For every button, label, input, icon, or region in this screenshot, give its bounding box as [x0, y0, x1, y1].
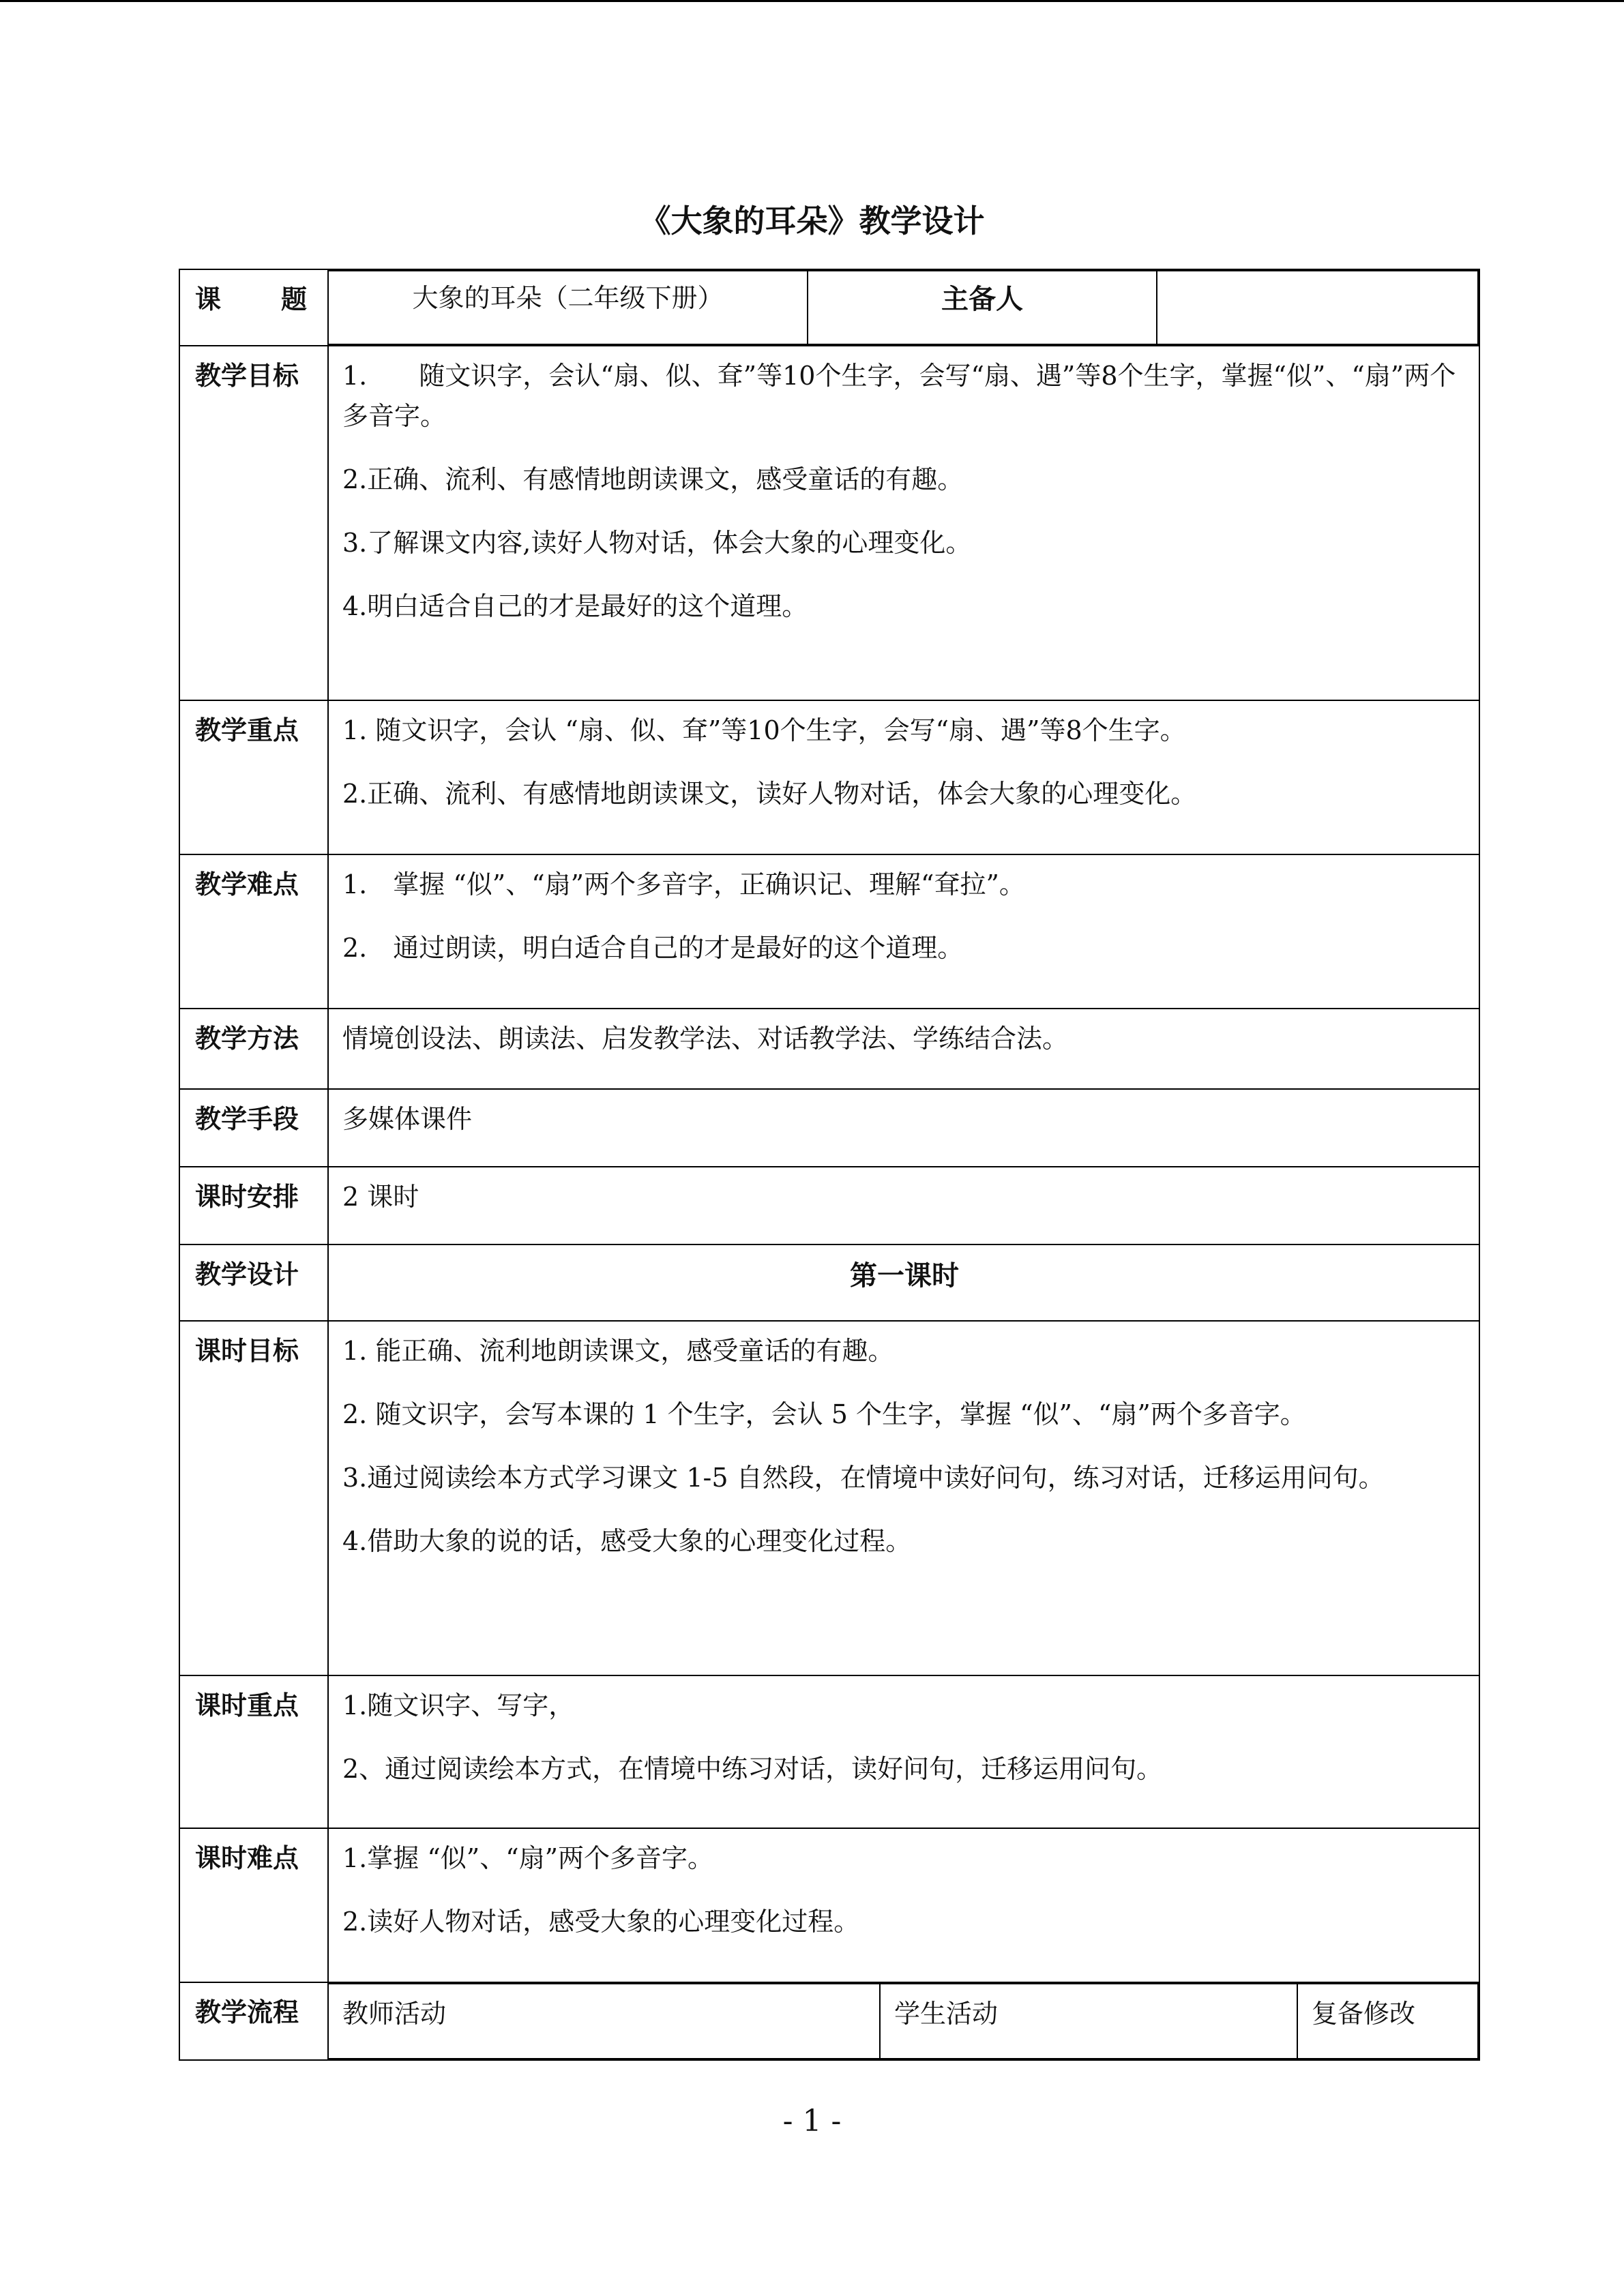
- lesson-key-label: 课时重点: [179, 1675, 328, 1828]
- lesson-heading: 第一课时: [328, 1244, 1479, 1321]
- goals-row: [179, 346, 1479, 700]
- design-label: 教学设计: [179, 1244, 328, 1321]
- methods-label: 教学方法: [179, 1009, 328, 1089]
- revision-header: 复备修改: [1297, 1984, 1478, 2059]
- process-row-cells: [328, 1982, 1479, 2060]
- goal-item: 4.明白适合自己的才是最好的这个道理。: [342, 591, 808, 621]
- goals-label: 教学目标: [179, 346, 328, 700]
- schedule-text: 2 课时: [328, 1167, 1479, 1244]
- means-label: 教学手段: [179, 1089, 328, 1167]
- lesson-goal-item: 3.通过阅读绘本方式学习课文 1-5 自然段，在情境中读好问句，练习对话，迁移运用问句。: [342, 1462, 1385, 1493]
- page-top-border: [0, 0, 1624, 2]
- lesson-goal-item: 1. 能正确、流利地朗读课文，感受童话的有趣。: [342, 1336, 894, 1366]
- goal-item: 3.了解课文内容,读好人物对话，体会大象的心理变化。: [342, 527, 972, 558]
- process-label: 教学流程: [179, 1982, 328, 2060]
- goal-item: 2.正确、流利、有感情地朗读课文，感受童话的有趣。: [342, 464, 964, 494]
- topic-label: 课 题: [179, 269, 328, 346]
- topic-row: [179, 269, 1479, 346]
- lesson-key-content: [328, 1675, 1479, 1828]
- schedule-row: [179, 1167, 1479, 1244]
- lesson-goals-row: [179, 1321, 1479, 1675]
- key-points-content: [328, 700, 1479, 854]
- difficulty-item: 1. 掌握 “似”、“扇”两个多音字，正确识记、理解“耷拉”。: [342, 869, 1025, 899]
- key-point-item: 2.正确、流利、有感情地朗读课文，读好人物对话，体会大象的心理变化。: [342, 778, 1197, 809]
- schedule-label: 课时安排: [179, 1167, 328, 1244]
- topic-row-cells: [328, 269, 1479, 346]
- difficulties-label: 教学难点: [179, 854, 328, 1009]
- preparer-label: 主备人: [808, 271, 1157, 344]
- key-points-row: [179, 700, 1479, 854]
- methods-text: 情境创设法、朗读法、启发教学法、对话教学法、学练结合法。: [328, 1009, 1479, 1089]
- lesson-goals-content: [328, 1321, 1479, 1675]
- preparer-value: [1157, 271, 1478, 344]
- process-row: [179, 1982, 1479, 2060]
- lesson-difficult-item: 1.掌握 “似”、“扇”两个多音字。: [342, 1843, 714, 1873]
- goal-item: 1. 随文识字，会认“扇、似、耷”等10个生字，会写“扇、遇”等8个生字，掌握“似”、“扇”两个多音字。: [342, 361, 1456, 431]
- methods-row: [179, 1009, 1479, 1089]
- key-point-item: 1. 随文识字，会认 “扇、似、耷”等10个生字，会写“扇、遇”等8个生字。: [342, 715, 1186, 745]
- teacher-activity-header: 教师活动: [329, 1984, 880, 2059]
- lesson-difficult-row: [179, 1828, 1479, 1982]
- lesson-key-row: [179, 1675, 1479, 1828]
- lesson-difficult-item: 2.读好人物对话，感受大象的心理变化过程。: [342, 1906, 860, 1937]
- page-number: - 1 -: [782, 2104, 842, 2138]
- lesson-plan-table: [179, 269, 1480, 2061]
- lesson-difficult-label: 课时难点: [179, 1828, 328, 1982]
- lesson-goal-item: 4.借助大象的说的话，感受大象的心理变化过程。: [342, 1525, 912, 1556]
- lesson-goal-item: 2. 随文识字，会写本课的 1 个生字，会认 5 个生字，掌握 “似”、“扇”两个多音字。: [342, 1399, 1306, 1429]
- design-row: [179, 1244, 1479, 1321]
- lesson-key-item: 1.随文识字、写字，: [342, 1690, 575, 1720]
- topic-value: 大象的耳朵（二年级下册）: [329, 271, 808, 344]
- key-points-label: 教学重点: [179, 700, 328, 854]
- document-title: 《大象的耳朵》教学设计: [639, 203, 985, 239]
- difficulty-item: 2. 通过朗读，明白适合自己的才是最好的这个道理。: [342, 932, 964, 963]
- difficulties-content: [328, 854, 1479, 1009]
- lesson-difficult-content: [328, 1828, 1479, 1982]
- student-activity-header: 学生活动: [880, 1984, 1297, 2059]
- means-text: 多媒体课件: [328, 1089, 1479, 1167]
- means-row: [179, 1089, 1479, 1167]
- lesson-goals-label: 课时目标: [179, 1321, 328, 1675]
- lesson-key-item: 2、通过阅读绘本方式，在情境中练习对话，读好问句，迁移运用问句。: [342, 1753, 1163, 1784]
- difficulties-row: [179, 854, 1479, 1009]
- goals-content: [328, 346, 1479, 700]
